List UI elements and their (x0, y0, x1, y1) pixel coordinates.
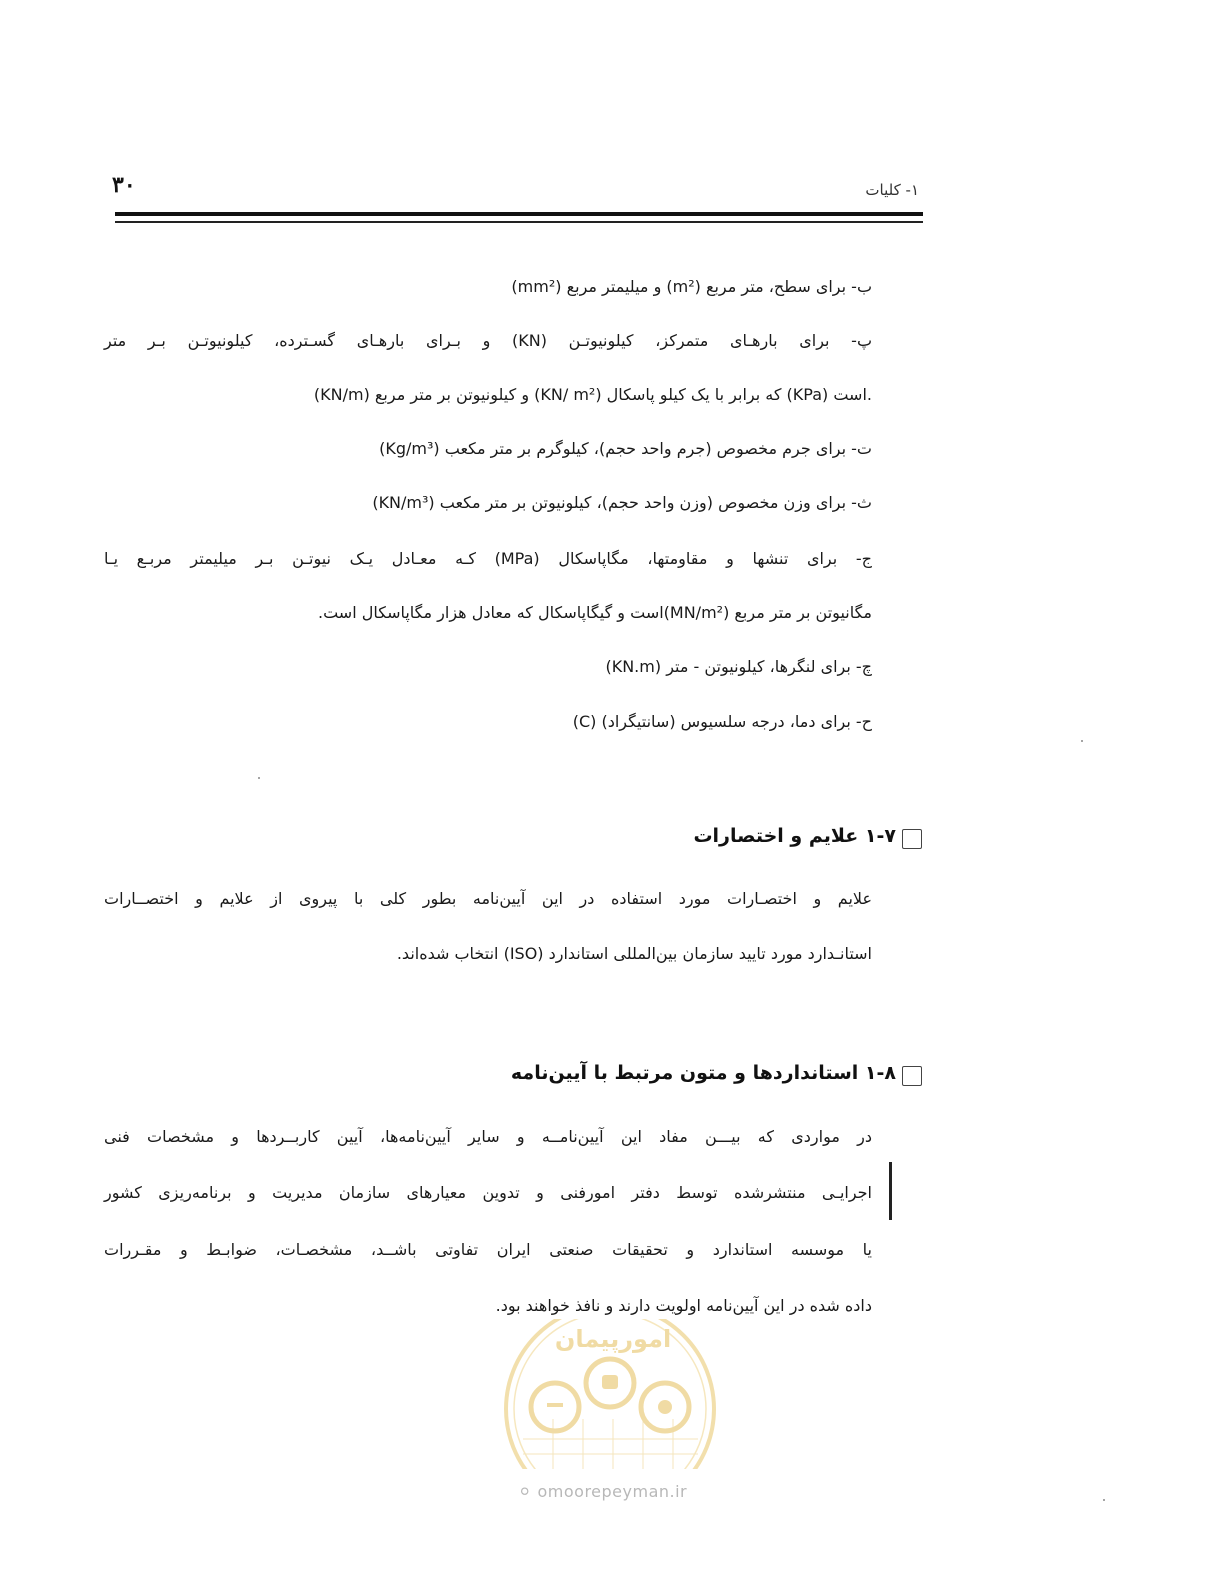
watermark-logo (503, 1319, 718, 1469)
section-8-line-2: اجرایـی منتشرشده توسط دفتر امورفنی و تدوین معیارهای سازمان مدیریت و برنامه‌ریزی کشور (104, 1183, 872, 1202)
units-item-loads-continued: (KN/m) و کیلونیوتن بر متر مربع (KN/ m²) که برابر با یک کیلو پاسکال (KPa) است. (313, 385, 872, 404)
section-8-line-3: یا موسسه استاندارد و تحقیقات صنعتی ایران تفاوتی باشــد، مشخصـات، ضوابـط و مقـررات (104, 1240, 872, 1259)
watermark-logo-text: امورپیمان (554, 1325, 672, 1353)
page-number: ۳۰ (112, 172, 136, 198)
units-item-temperature: ح- برای دما، درجه سلسیوس (سانتیگراد) (C) (572, 712, 872, 731)
units-item-loads: پ- برای بارهـای متمرکز، کیلونیوتـن (KN) و بـرای بارهـای گسـترده، کیلونیوتـن بـر متر (104, 331, 873, 350)
watermark-url (518, 1482, 687, 1501)
scan-speck (258, 777, 260, 779)
section-8-line-1: در مواردی که بیـــن مفاد این آیین‌نامــه و سایر آیین‌نامه‌ها، آیین کاربــردها و مشخصات فنی (104, 1127, 872, 1146)
header-rule-thin (115, 221, 923, 223)
watermark-url-text: omoorepeyman.ir (537, 1482, 688, 1501)
section-7-line-1: علایم و اختصـارات مورد استفاده در این آیین‌نامه بطور کلی با پیروی از علایم و اختصــارات (104, 889, 872, 908)
scan-speck (1103, 1499, 1105, 1501)
header-rule-thick (115, 212, 923, 216)
units-item-stress: ج- برای تنشها و مقاومتها، مگاپاسکال (MPa) کـه معـادل یـک نیوتـن بـر میلیمتر مربـع یـا (104, 549, 872, 568)
section-8-line-4: داده شده در این آیین‌نامه اولویت دارند و نافذ خواهند بود. (495, 1296, 872, 1315)
units-item-stress-continued: مگانیوتن بر متر مربع (MN/m²)است و گیگاپاسکال که معادل هزار مگاپاسکال است. (318, 603, 872, 622)
globe-icon: ⚪ (518, 1482, 532, 1501)
units-item-unit-weight: ث- برای وزن مخصوص (وزن واحد حجم)، کیلونیوتن بر متر مکعب (KN/m³) (372, 493, 872, 512)
section-8-marker (902, 1066, 922, 1086)
section-7-marker (902, 829, 922, 849)
section-8-title: ۱-۸ استانداردها و متون مرتبط با آیین‌نامه (510, 1062, 896, 1084)
units-item-area: ب- برای سطح، متر مربع (m²) و میلیمتر مربع (mm²) (511, 277, 872, 296)
section-7-title: ۱-۷ علایم و اختصارات (693, 825, 896, 847)
scan-speck (1081, 740, 1083, 742)
running-header: ۱- کلیات (865, 181, 919, 199)
revision-margin-bar (889, 1162, 892, 1220)
units-item-moments: چ- برای لنگرها، کیلونیوتن - متر (KN.m) (605, 657, 872, 676)
section-7-line-2: استانـدارد مورد تایید سازمان بین‌المللی استاندارد (ISO) انتخاب شده‌اند. (396, 944, 872, 963)
units-item-density: ت- برای جرم مخصوص (جرم واحد حجم)، کیلوگرم بر متر مکعب (Kg/m³) (379, 439, 872, 458)
